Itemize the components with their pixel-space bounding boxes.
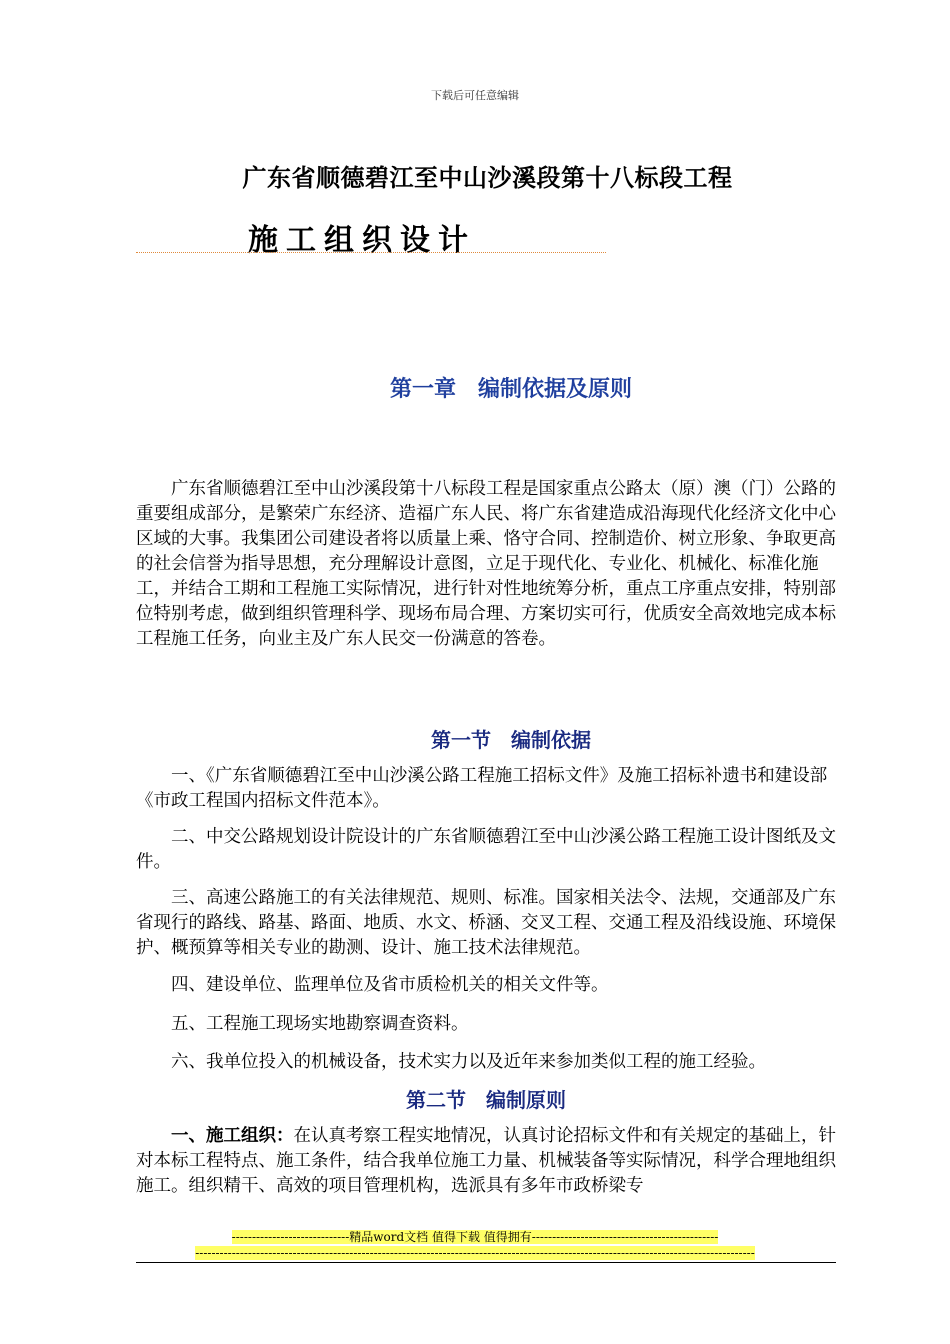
header-note: 下载后可任意编辑 <box>431 89 519 102</box>
document-subtitle: 施工组织设计 <box>248 223 476 258</box>
principle-item-1-lead: 一、施工组织： <box>171 1126 294 1146</box>
basis-item-3: 三、高速公路施工的有关法律规范、规则、标准。国家相关法令、法规，交通部及广东省现行的路线、路基、路面、地质、水文、桥涵、交叉工程、交通工程及沿线设施、环境保护、概预算等相关专业的勘测、设计、施工技术法律规范。 <box>136 888 836 958</box>
section-heading-basis: 第一节 编制依据 <box>431 728 591 752</box>
basis-item-5: 五、工程施工现场实地勘察调查资料。 <box>171 1014 469 1034</box>
principle-item-1 <box>136 1124 836 1199</box>
footer-banner-line-2 <box>0 1245 950 1261</box>
footer-divider <box>136 1262 836 1263</box>
footer-banner-line-1 <box>0 1229 950 1245</box>
basis-item-4: 四、建设单位、监理单位及省市质检机关的相关文件等。 <box>171 975 609 995</box>
principle-item-1-text: 在认真考察工程实地情况，认真讨论招标文件和有关规定的基础上，针对本标工程特点、施工条件，结合我单位施工力量、机械装备等实际情况，科学合理地组织施工。组织精干、高效的项目管理机构，选派具有多年市政桥梁专 <box>136 1126 836 1196</box>
section-heading-principles: 第二节 编制原则 <box>406 1088 566 1112</box>
footer-banner-text: -----------------------------精品word文档 值得下载 值得拥有---------------------------------------------- <box>231 1230 719 1244</box>
chapter-heading: 第一章 编制依据及原则 <box>389 376 632 402</box>
basis-item-2: 二、中交公路规划设计院设计的广东省顺德碧江至中山沙溪公路工程施工设计图纸及文件。 <box>136 827 836 872</box>
subtitle-divider <box>136 252 606 253</box>
document-title: 广东省顺德碧江至中山沙溪段第十八标段工程 <box>242 163 733 192</box>
intro-paragraph: 广东省顺德碧江至中山沙溪段第十八标段工程是国家重点公路太（原）澳（门）公路的重要组成部分，是繁荣广东经济、造福广东人民、将广东省建造成沿海现代化经济文化中心区域的大事。我集团公司建设者将以质量上乘、恪守合同、控制造价、树立形象、争取更高的社会信誉为指导思想，充分理解设计意图，立足于现代化、专业化、机械化、标准化施工，并结合工期和工程施工实际情况，进行针对性地统筹分析，重点工序重点安排，特别部位特别考虑，做到组织管理科学、现场布局合理、方案切实可行，优质安全高效地完成本标工程施工任务，向业主及广东人民交一份满意的答卷。 <box>136 479 836 649</box>
basis-item-6: 六、我单位投入的机械设备，技术实力以及近年来参加类似工程的施工经验。 <box>171 1052 766 1072</box>
basis-item-1: 一、《广东省顺德碧江至中山沙溪公路工程施工招标文件》及施工招标补遗书和建设部《市政工程国内招标文件范本》。 <box>136 766 828 811</box>
footer-banner-dashes: ------------------------------------------------------------------------------------------------------------------------------------------ <box>195 1246 755 1260</box>
